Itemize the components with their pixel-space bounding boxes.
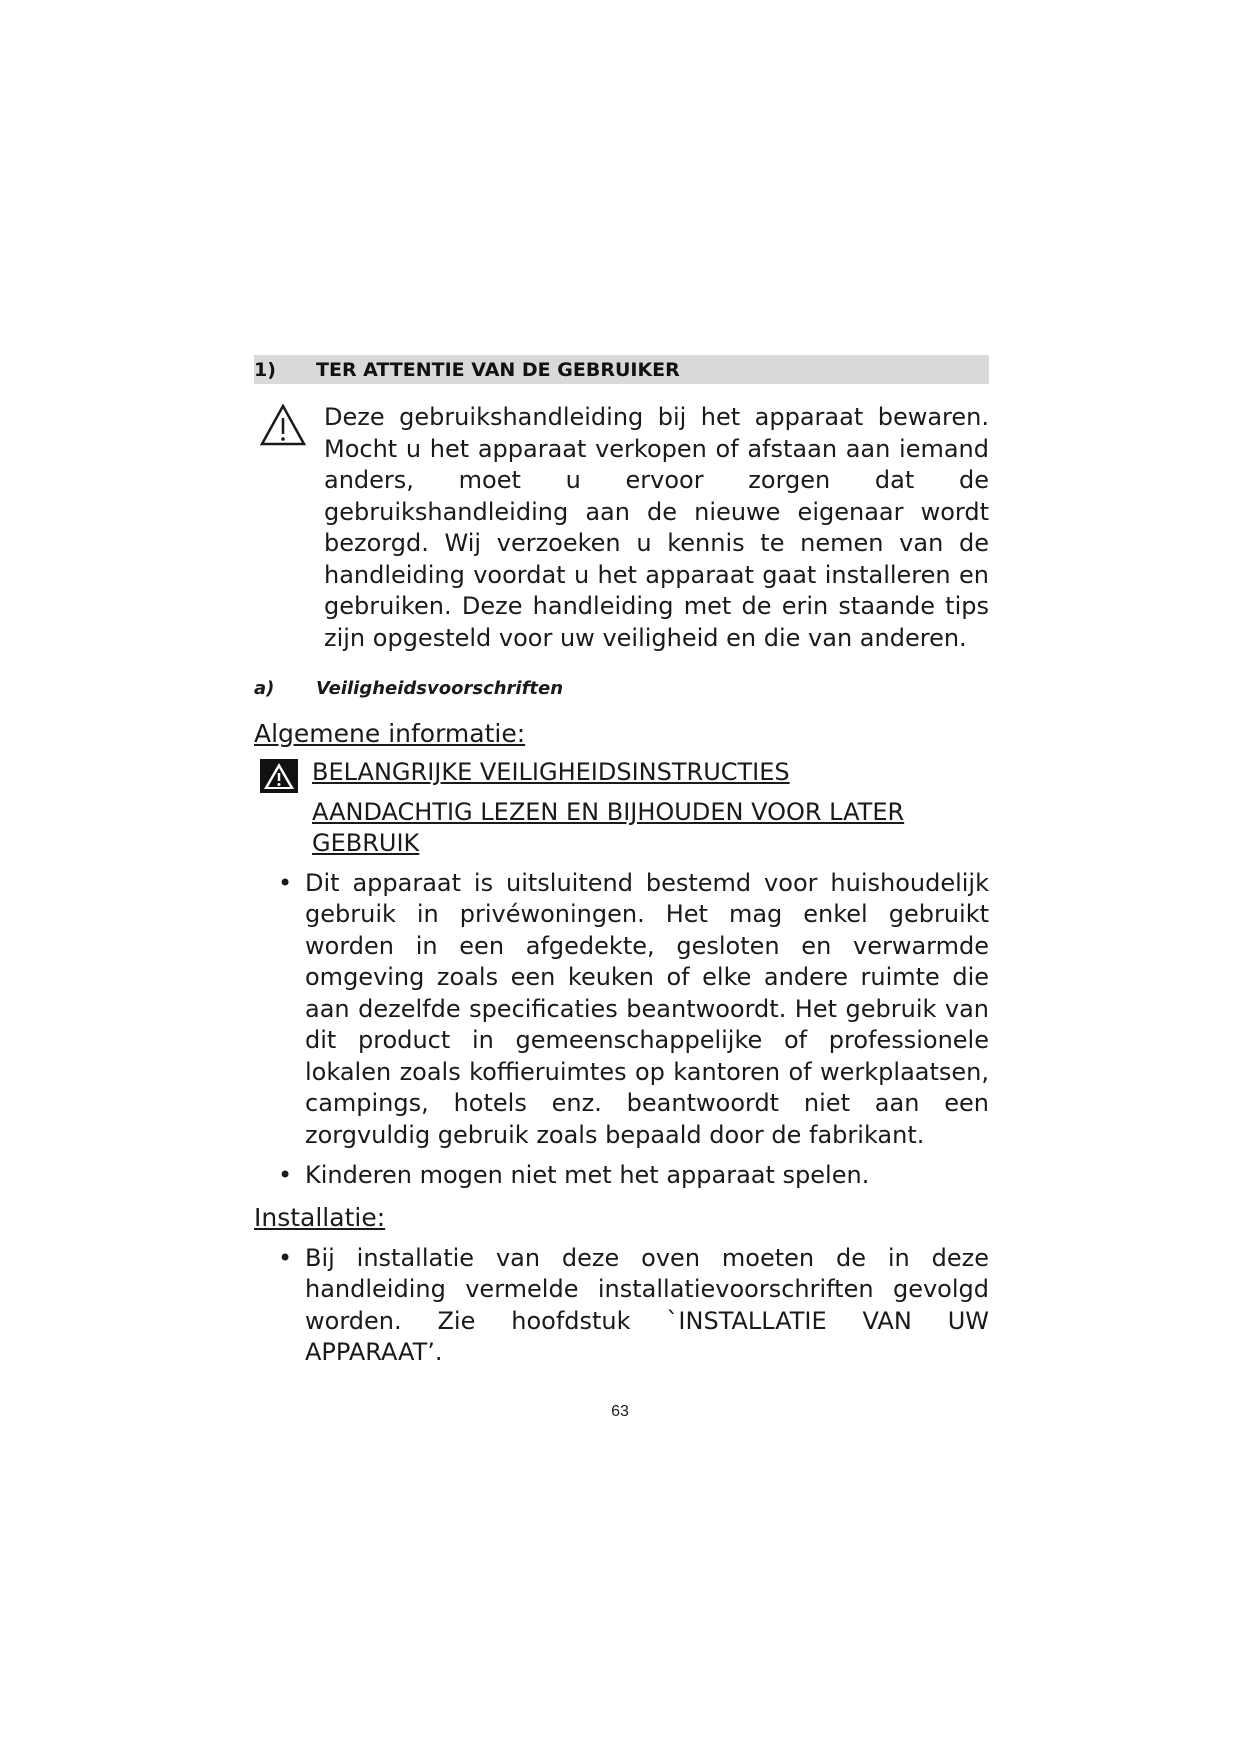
subsection-number: a) (254, 678, 275, 699)
list-item-text: Dit apparaat is uitsluitend bestemd voor huishoudelijk gebruik in privéwoningen. Het mag enkel gebruikt worden in een afgedekte, gesloten en verwarmde omgeving zoals een keuken of elke andere ruimte die aan dezelfde specificaties beantwoordt. Het gebruik van dit product in gemeenschappelijke of professionele lokalen zoals koffieruimtes op kantoren of werkplaatsen, campings, hotels enz. beantwoordt niet aan een zorgvuldig gebruik zoals bepaald door de fabrikant. (305, 868, 989, 1149)
list-item-text: Bij installatie van deze oven moeten de in deze handleiding vermelde installatievoorschriften gevolgd worden. Zie hoofdstuk `INSTALLATIE VAN UW APPARAAT’. (305, 1243, 989, 1366)
installation-bullets (254, 1243, 989, 1369)
section-number: 1) (254, 358, 276, 381)
section-header (254, 355, 989, 384)
important-line-1: BELANGRIJKE VEILIGHEIDSINSTRUCTIES (312, 758, 790, 786)
warning-filled-icon (260, 759, 298, 793)
list-item (254, 1160, 989, 1192)
section-title: TER ATTENTIE VAN DE GEBRUIKER (316, 358, 680, 381)
subsection-header (254, 678, 989, 699)
list-item-text: Kinderen mogen niet met het apparaat spelen. (305, 1161, 870, 1189)
page-number: 63 (611, 1403, 629, 1420)
manual-page (254, 355, 989, 1378)
warning-outline-icon (260, 404, 306, 446)
intro-block (254, 402, 989, 654)
list-item (254, 1243, 989, 1369)
important-notice (254, 757, 989, 860)
subsection-title: Veiligheidsvoorschriften (316, 678, 564, 699)
intro-text: Deze gebruikshandleiding bij het apparaat bewaren. Mocht u het apparaat verkopen of afstaan aan iemand anders, moet u ervoor zorgen dat de gebruikshandleiding aan de nieuwe eigenaar wordt bezorgd. Wij verzoeken u kennis te nemen van de handleiding voordat u het apparaat gaat installeren en gebruiken. Deze handleiding met de erin staande tips zijn opgesteld voor uw veiligheid en die van anderen. (324, 403, 989, 652)
bullet-icon: • (278, 1243, 293, 1272)
list-item (254, 868, 989, 1152)
bullet-icon: • (278, 1161, 293, 1189)
installation-heading: Installatie: (254, 1202, 386, 1232)
general-heading: Algemene informatie: (254, 719, 526, 748)
important-line-2: AANDACHTIG LEZEN EN BIJHOUDEN VOOR LATER GEBRUIK (312, 797, 905, 857)
bullet-icon: • (278, 868, 293, 897)
general-bullets (254, 868, 989, 1192)
